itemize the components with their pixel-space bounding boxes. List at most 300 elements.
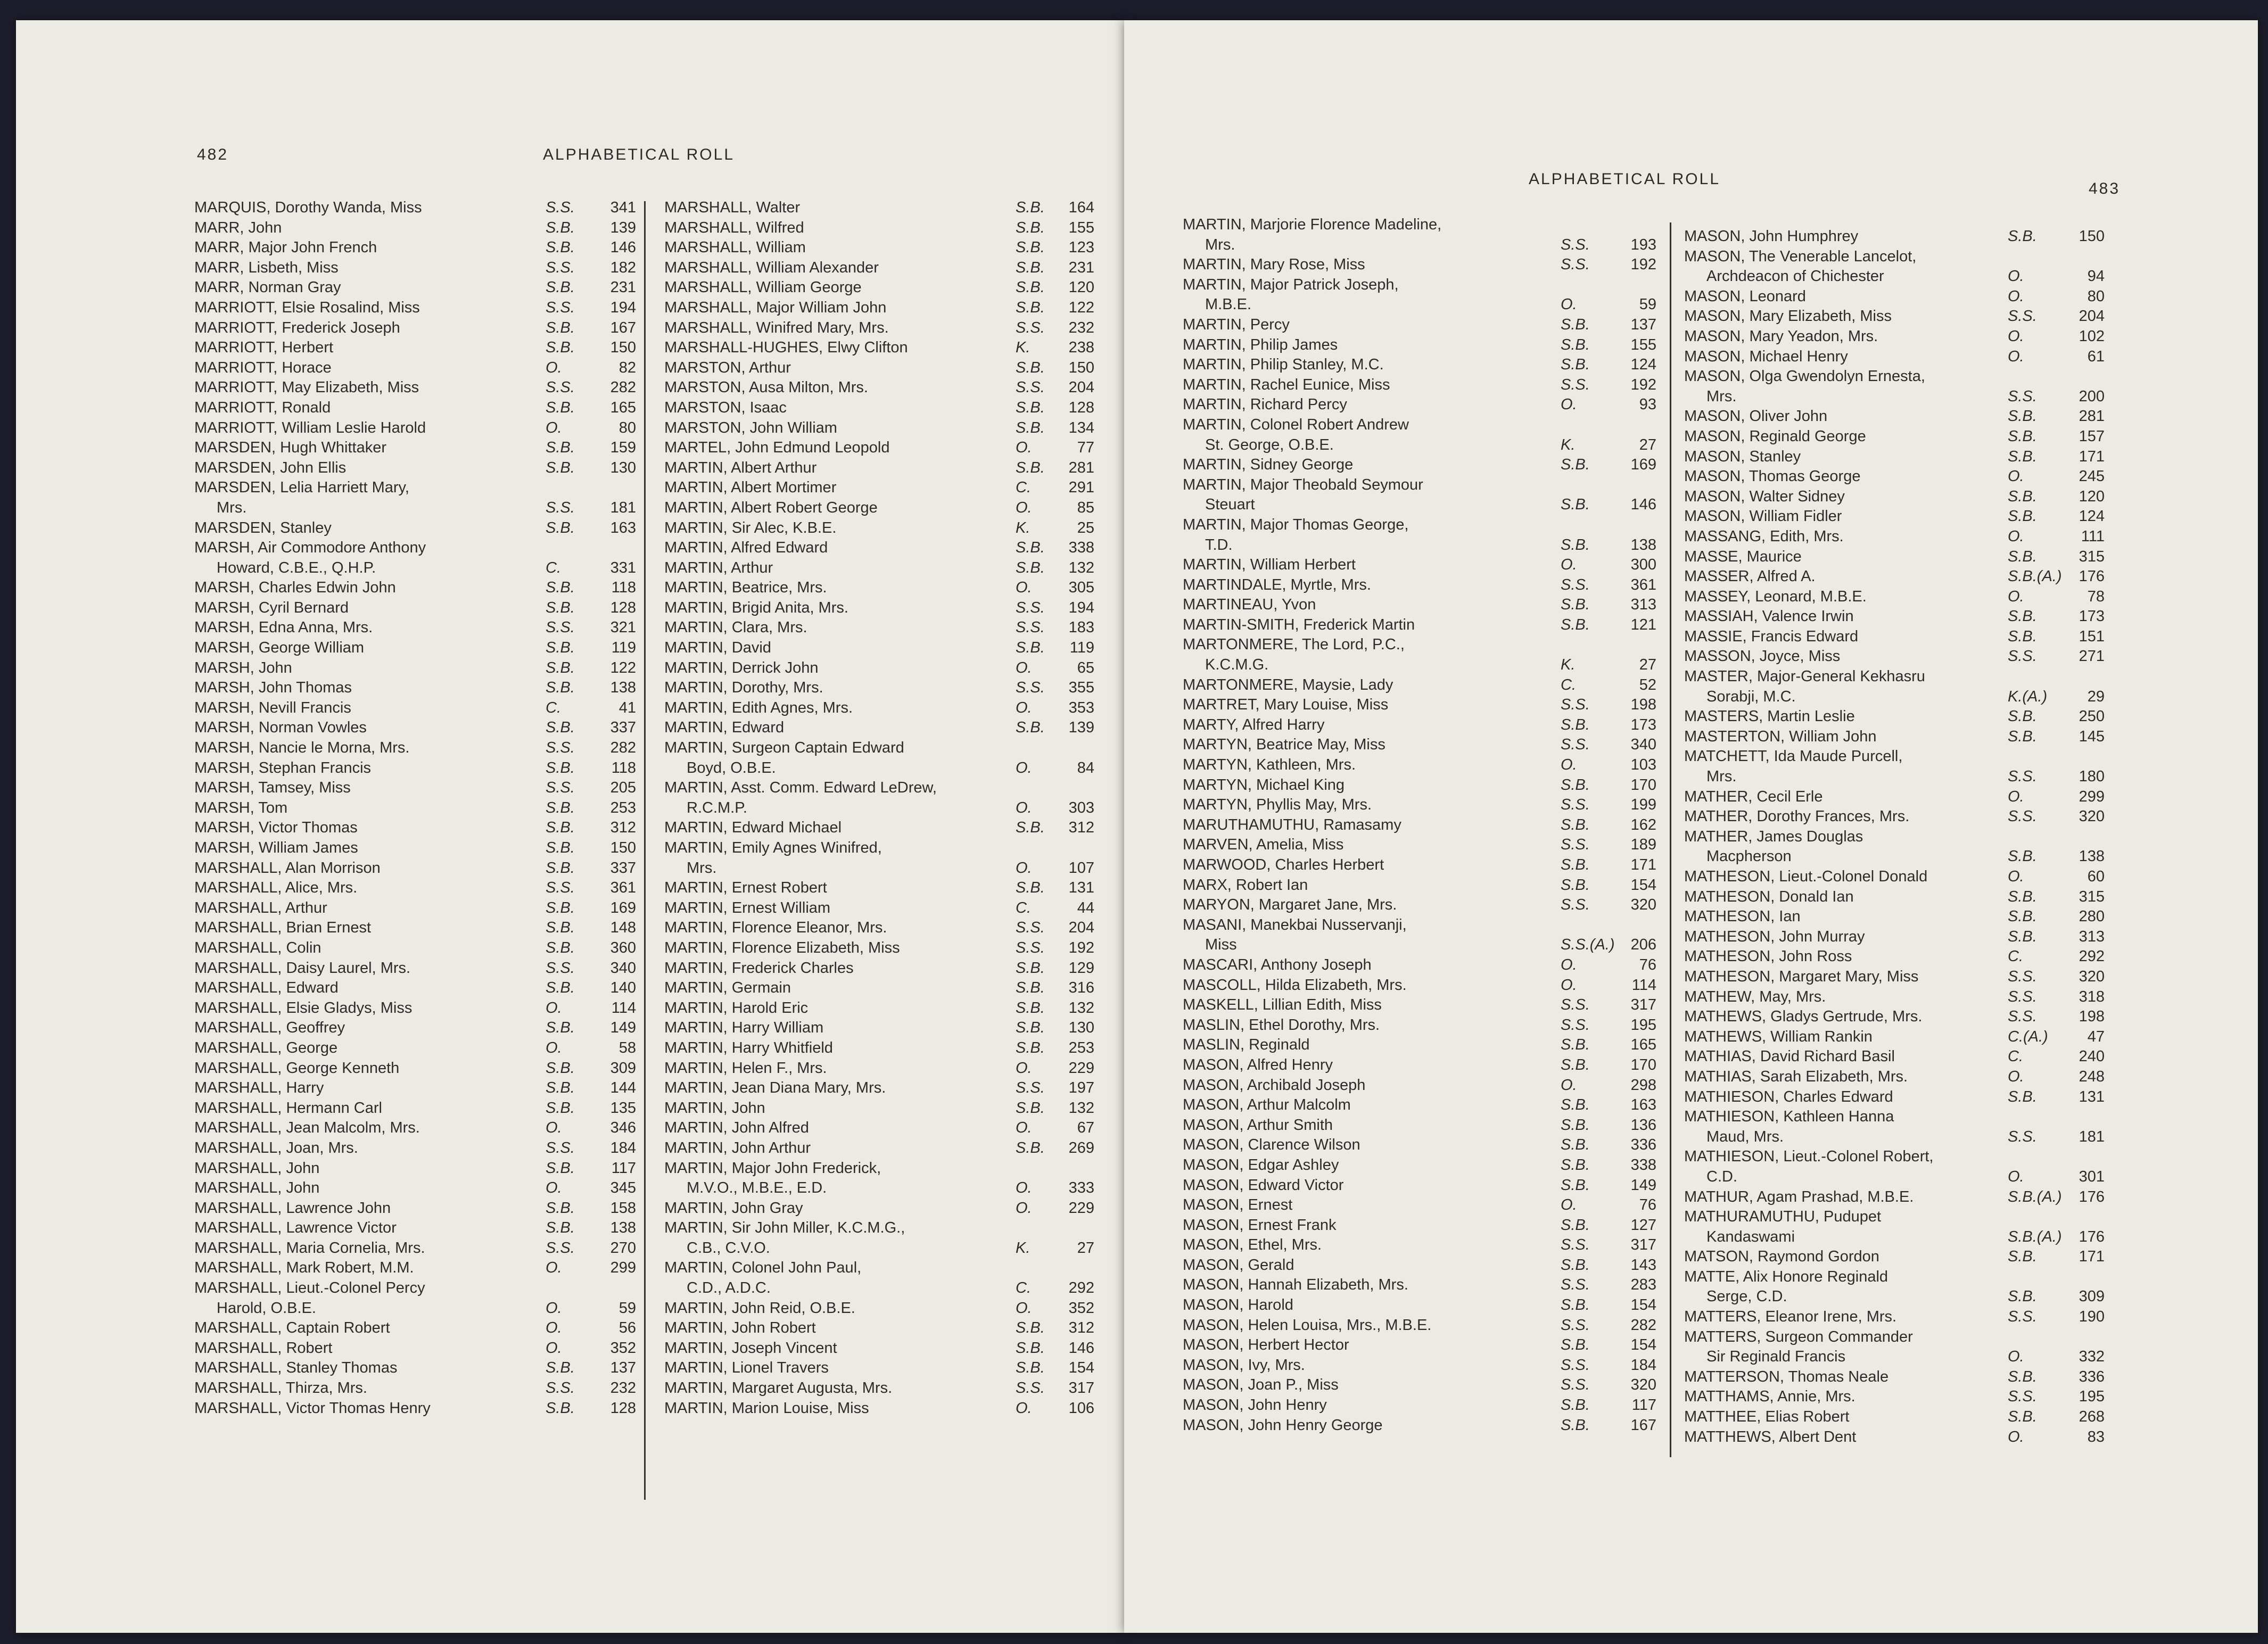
entry-division: S.S.: [1561, 696, 1590, 714]
entry-name: C.D., A.D.C.: [687, 1279, 771, 1297]
roll-entry-line: [1183, 476, 1662, 497]
entry-division: O.: [546, 1299, 562, 1317]
entry-name: MARTIN, John Robert: [664, 1319, 816, 1337]
roll-entry-line: [1183, 756, 1662, 776]
roll-entry-line: [1684, 1328, 2142, 1349]
entry-name: MARTIN, John Gray: [664, 1199, 803, 1217]
roll-entry-line: [194, 899, 647, 920]
roll-entry-line: [194, 1039, 647, 1060]
roll-entry-line: [664, 1359, 1094, 1379]
roll-entry-line: [1183, 376, 1662, 396]
entry-name: MARTIN, Florence Elizabeth, Miss: [664, 939, 900, 956]
roll-entry-line: [1183, 436, 1662, 457]
entry-division: S.B.: [1561, 856, 1590, 873]
entry-page-ref: 361: [1630, 576, 1656, 593]
entry-name: MARSDEN, Hugh Whittaker: [194, 439, 386, 457]
roll-entry-line: [664, 979, 1094, 999]
entry-page-ref: 184: [610, 1139, 636, 1156]
entry-name: MASSIE, Francis Edward: [1684, 627, 1859, 645]
entry-name: Howard, C.B.E., Q.H.P.: [217, 559, 376, 576]
entry-name: MARX, Robert Ian: [1183, 876, 1308, 894]
entry-page-ref: 128: [610, 1399, 636, 1417]
entry-name: MARSHALL, George: [194, 1039, 338, 1056]
entry-page-ref: 120: [1068, 279, 1094, 296]
entry-page-ref: 128: [610, 599, 636, 616]
roll-entry-line: [664, 1079, 1094, 1100]
entry-name: MARSHALL, Brian Ernest: [194, 919, 372, 937]
entry-division: S.B.: [2008, 1088, 2037, 1105]
entry-name: MARSTON, Ausa Milton, Mrs.: [664, 379, 868, 396]
roll-entry-line: [194, 779, 647, 799]
entry-division: S.B.: [2008, 408, 2037, 425]
entry-division: C.: [1561, 676, 1576, 693]
roll-entry-line: [1684, 1308, 2142, 1328]
roll-entry-line: [194, 1079, 647, 1100]
entry-division: S.S.: [2008, 648, 2037, 665]
entry-division: O.: [1016, 499, 1032, 516]
roll-entry-line: [194, 259, 647, 279]
entry-page-ref: 303: [1068, 799, 1094, 816]
entry-division: S.B.: [546, 979, 575, 997]
entry-name: MASON, Harold: [1183, 1296, 1293, 1314]
entry-name: MARSHALL, Lawrence John: [194, 1199, 391, 1217]
entry-division: S.B.: [1561, 776, 1590, 794]
entry-division: S.S.: [1561, 1016, 1590, 1034]
entry-name: MARSH, Charles Edwin John: [194, 579, 396, 597]
entry-division: C.: [1016, 1279, 1031, 1297]
entry-division: O.: [1016, 799, 1032, 816]
entry-name: Boyd, O.B.E.: [687, 759, 776, 776]
entry-division: S.B.: [1561, 1096, 1590, 1114]
entry-division: S.B.: [1016, 299, 1045, 316]
entry-name: Serge, C.D.: [1706, 1288, 1787, 1306]
entry-division: S.B.: [546, 939, 575, 956]
entry-name: MARTONMERE, The Lord, P.C.,: [1183, 636, 1405, 654]
roll-entry-line: [1183, 836, 1662, 856]
entry-page-ref: 336: [2079, 1368, 2105, 1385]
entry-name: MARTINEAU, Yvon: [1183, 596, 1316, 614]
roll-entry-line: [194, 359, 647, 379]
entry-name: MARTIN, Margaret Augusta, Mrs.: [664, 1379, 893, 1397]
entry-page-ref: 29: [2087, 688, 2105, 705]
entry-page-ref: 138: [610, 679, 636, 697]
entry-division: O.: [1016, 659, 1032, 676]
entry-page-ref: 76: [1639, 1196, 1656, 1214]
entry-division: S.B.: [546, 579, 575, 597]
entry-page-ref: 171: [1630, 856, 1656, 873]
entry-division: K.: [1016, 1239, 1030, 1257]
entry-page-ref: 192: [1068, 939, 1094, 956]
entry-name: MASON, Edward Victor: [1183, 1176, 1344, 1194]
roll-entry-line: [1684, 908, 2142, 928]
entry-division: S.B.: [2008, 627, 2037, 645]
entry-division: S.S.: [1016, 1379, 1045, 1397]
entry-division: S.B.: [546, 719, 575, 737]
roll-entry-line: [664, 279, 1094, 299]
entry-page-ref: 165: [610, 399, 636, 416]
entry-name: MARYON, Margaret Jane, Mrs.: [1183, 896, 1397, 914]
roll-entry-line: [664, 719, 1094, 739]
entry-name: MATHEWS, Gladys Gertrude, Mrs.: [1684, 1008, 1923, 1026]
entry-division: S.S.(A.): [1561, 936, 1615, 954]
entry-name: MASSER, Alfred A.: [1684, 568, 1816, 585]
entry-division: O.: [546, 359, 562, 376]
entry-page-ref: 150: [2079, 228, 2105, 245]
entry-name: Mrs.: [687, 859, 717, 877]
entry-division: S.B.: [2008, 1368, 2037, 1385]
roll-entry-line: [664, 819, 1094, 839]
roll-entry-line: [1183, 936, 1662, 956]
entry-page-ref: 157: [2079, 427, 2105, 445]
roll-column-2: [664, 199, 1094, 1419]
roll-entry-line: [1183, 216, 1662, 236]
entry-division: S.S.: [546, 259, 575, 276]
entry-division: S.S.: [2008, 808, 2037, 825]
entry-name: MARSH, Tom: [194, 799, 288, 816]
entry-page-ref: 346: [610, 1119, 636, 1137]
entry-page-ref: 340: [1630, 736, 1656, 754]
entry-page-ref: 195: [1630, 1016, 1656, 1034]
entry-page-ref: 292: [2079, 948, 2105, 965]
roll-entry-line: [1684, 508, 2142, 528]
roll-entry-line: [664, 579, 1094, 599]
entry-name: MARTIN, Richard Percy: [1183, 396, 1347, 414]
entry-page-ref: 124: [2079, 508, 2105, 525]
entry-division: S.B.: [546, 459, 575, 476]
left-page: [16, 20, 1124, 1633]
entry-page-ref: 82: [618, 359, 636, 376]
entry-page-ref: 27: [1639, 436, 1656, 453]
entry-division: S.B.: [546, 1079, 575, 1097]
entry-name: MARSHALL, Colin: [194, 939, 321, 956]
entry-page-ref: 65: [1077, 659, 1094, 676]
entry-division: O.: [546, 1179, 562, 1197]
entry-name: K.C.M.G.: [1205, 656, 1269, 674]
roll-entry-line: [1684, 588, 2142, 608]
entry-page-ref: 132: [1068, 1099, 1094, 1117]
roll-entry-line: [194, 1160, 647, 1180]
entry-page-ref: 309: [610, 1059, 636, 1077]
entry-name: MARTIN, Edith Agnes, Mrs.: [664, 699, 853, 716]
roll-entry-line: [1684, 1408, 2142, 1428]
entry-division: O.: [1016, 1299, 1032, 1317]
roll-entry-line: [664, 539, 1094, 559]
entry-page-ref: 183: [1068, 619, 1094, 637]
entry-page-ref: 80: [2087, 287, 2105, 305]
entry-division: S.B.: [1561, 816, 1590, 833]
entry-page-ref: 145: [2079, 728, 2105, 745]
entry-name: MASON, Herbert Hector: [1183, 1336, 1349, 1354]
entry-page-ref: 122: [1068, 299, 1094, 316]
roll-entry-line: [1684, 288, 2142, 308]
entry-division: S.B.: [1016, 359, 1045, 376]
entry-page-ref: 360: [610, 939, 636, 956]
entry-page-ref: 320: [1630, 896, 1656, 914]
entry-name: MATHIAS, David Richard Basil: [1684, 1048, 1895, 1065]
entry-name: MARTIN, John: [664, 1099, 765, 1117]
entry-name: MATHER, James Douglas: [1684, 828, 1863, 845]
roll-entry-line: [194, 1100, 647, 1120]
entry-division: O.: [2008, 1348, 2024, 1366]
entry-page-ref: 333: [1068, 1179, 1094, 1197]
entry-division: S.B.: [1561, 1116, 1590, 1134]
roll-entry-line: [1183, 616, 1662, 637]
entry-name: MARSH, Norman Vowles: [194, 719, 367, 737]
roll-entry-line: [1684, 348, 2142, 368]
entry-name: MARSDEN, Stanley: [194, 519, 332, 536]
entry-division: S.B.: [546, 679, 575, 697]
roll-entry-line: [664, 319, 1094, 340]
entry-division: S.S.: [1561, 256, 1590, 274]
roll-entry-line: [194, 1219, 647, 1240]
entry-division: K.: [1016, 339, 1030, 357]
roll-entry-line: [1183, 336, 1662, 357]
entry-name: Steuart: [1205, 496, 1255, 514]
entry-page-ref: 361: [610, 879, 636, 897]
entry-name: MARTONMERE, Maysie, Lady: [1183, 676, 1393, 693]
roll-entry-line: [1684, 1028, 2142, 1048]
entry-page-ref: 158: [610, 1199, 636, 1217]
entry-name: MATHIESON, Charles Edward: [1684, 1088, 1893, 1105]
roll-entry-line: [194, 699, 647, 720]
entry-division: O.: [1016, 1119, 1032, 1137]
entry-name: MASTERTON, William John: [1684, 728, 1877, 745]
entry-page-ref: 154: [1630, 876, 1656, 894]
entry-division: O.: [1016, 1179, 1032, 1197]
roll-entry-line: [194, 759, 647, 780]
entry-name: MARTINDALE, Myrtle, Mrs.: [1183, 576, 1371, 593]
entry-page-ref: 59: [1639, 296, 1656, 313]
roll-column-3: [1183, 216, 1662, 1436]
roll-entry-line: [194, 1200, 647, 1220]
entry-division: S.B.: [1016, 399, 1045, 416]
roll-entry-line: [1684, 328, 2142, 348]
entry-division: C.: [1016, 899, 1031, 916]
entry-page-ref: 173: [2079, 608, 2105, 625]
entry-name: MASON, Helen Louisa, Mrs., M.B.E.: [1183, 1316, 1432, 1334]
entry-page-ref: 253: [1068, 1039, 1094, 1056]
entry-page-ref: 118: [611, 579, 636, 597]
entry-page-ref: 93: [1639, 396, 1656, 414]
entry-name: MARSH, John: [194, 659, 292, 676]
entry-name: MARSHALL, Daisy Laurel, Mrs.: [194, 959, 411, 977]
entry-page-ref: 317: [1068, 1379, 1094, 1397]
entry-division: S.S.: [1561, 1316, 1590, 1334]
entry-name: MATHURAMUTHU, Pudupet: [1684, 1208, 1882, 1226]
entry-name: MARTYN, Phyllis May, Mrs.: [1183, 796, 1372, 814]
roll-entry-line: [194, 960, 647, 980]
entry-name: MARTYN, Michael King: [1183, 776, 1345, 794]
entry-division: S.B.: [1561, 336, 1590, 353]
roll-entry-line: [664, 359, 1094, 379]
entry-page-ref: 78: [2087, 588, 2105, 605]
entry-division: S.B.: [1561, 496, 1590, 514]
entry-name: MARR, Major John French: [194, 239, 377, 257]
roll-entry-line: [1183, 1196, 1662, 1217]
entry-division: S.B.: [1561, 616, 1590, 633]
entry-division: O.: [1561, 296, 1577, 313]
entry-name: MARTIN, Sir Alec, K.B.E.: [664, 519, 837, 536]
entry-name: MARTIN, Ernest William: [664, 899, 831, 916]
entry-division: S.B.: [1016, 819, 1045, 837]
roll-entry-line: [194, 499, 647, 519]
entry-division: S.B.: [1561, 1296, 1590, 1314]
entry-name: MASON, Alfred Henry: [1183, 1056, 1333, 1073]
entry-division: S.B.: [546, 639, 575, 657]
entry-name: MARTIN, Sir John Miller, K.C.M.G.,: [664, 1219, 905, 1237]
roll-entry-line: [1684, 808, 2142, 828]
roll-entry-line: [1183, 1077, 1662, 1097]
roll-entry-line: [664, 1239, 1094, 1260]
entry-division: O.: [1016, 1199, 1032, 1217]
roll-entry-line: [1183, 1257, 1662, 1277]
entry-name: MARSH, Nevill Francis: [194, 699, 351, 716]
entry-name: Mrs.: [1205, 236, 1235, 253]
entry-name: MARSHALL, John: [194, 1179, 320, 1197]
entry-page-ref: 151: [2079, 627, 2105, 645]
roll-entry-line: [1183, 656, 1662, 676]
entry-division: S.S.: [2008, 1388, 2037, 1406]
entry-page-ref: 195: [2079, 1388, 2105, 1406]
roll-entry-line: [1183, 316, 1662, 336]
entry-page-ref: 106: [1068, 1399, 1094, 1417]
entry-name: MASON, Leonard: [1684, 287, 1806, 305]
entry-name: Maud, Mrs.: [1706, 1128, 1784, 1145]
entry-page-ref: 124: [1630, 356, 1656, 374]
entry-name: MARTIN, Major Theobald Seymour: [1183, 476, 1423, 493]
entry-page-ref: 231: [610, 279, 636, 296]
entry-name: MASON, Ernest: [1183, 1196, 1293, 1214]
entry-name: MARRIOTT, William Leslie Harold: [194, 419, 426, 436]
entry-page-ref: 170: [1630, 776, 1656, 794]
entry-page-ref: 199: [1630, 796, 1656, 814]
entry-name: MATHIAS, Sarah Elizabeth, Mrs.: [1684, 1068, 1908, 1085]
entry-page-ref: 169: [610, 899, 636, 916]
roll-entry-line: [194, 299, 647, 319]
entry-name: MASON, John Humphrey: [1684, 228, 1859, 245]
entry-name: MARVEN, Amelia, Miss: [1183, 836, 1344, 854]
roll-entry-line: [664, 659, 1094, 680]
roll-entry-line: [1183, 456, 1662, 476]
entry-name: MARTRET, Mary Louise, Miss: [1183, 696, 1389, 714]
roll-entry-line: [194, 419, 647, 440]
roll-entry-line: [1684, 868, 2142, 888]
entry-page-ref: 176: [2079, 1228, 2105, 1245]
roll-entry-line: [664, 1199, 1094, 1220]
entry-division: S.B.: [1561, 1416, 1590, 1434]
roll-entry-line: [1684, 648, 2142, 668]
entry-page-ref: 182: [610, 259, 636, 276]
entry-page-ref: 338: [1068, 539, 1094, 557]
entry-name: MARTIN, Asst. Comm. Edward LeDrew,: [664, 779, 937, 797]
entry-page-ref: 301: [2079, 1168, 2105, 1185]
roll-entry-line: [1183, 916, 1662, 937]
roll-entry-line: [1684, 308, 2142, 328]
entry-division: S.B.: [1016, 219, 1045, 236]
entry-page-ref: 176: [2079, 568, 2105, 585]
entry-name: MARSHALL-HUGHES, Elwy Clifton: [664, 339, 908, 357]
entry-name: MARTIN, Philip James: [1183, 336, 1338, 353]
roll-entry-line: [194, 1359, 647, 1379]
entry-page-ref: 205: [610, 779, 636, 797]
entry-division: S.S.: [1561, 1276, 1590, 1294]
entry-name: MATSON, Raymond Gordon: [1684, 1248, 1879, 1266]
entry-name: MARSHALL, Lawrence Victor: [194, 1219, 397, 1237]
entry-division: S.B.: [546, 859, 575, 877]
entry-name: MARSHALL, William: [664, 239, 806, 257]
entry-division: S.B.: [2008, 1288, 2037, 1306]
entry-page-ref: 60: [2087, 868, 2105, 885]
entry-division: O.: [2008, 327, 2024, 345]
entry-page-ref: 204: [1068, 379, 1094, 396]
roll-entry-line: [664, 1379, 1094, 1400]
entry-division: O.: [546, 1119, 562, 1137]
entry-division: O.: [1561, 396, 1577, 414]
entry-page-ref: 338: [1630, 1156, 1656, 1174]
entry-division: O.: [546, 419, 562, 436]
roll-entry-line: [194, 799, 647, 820]
roll-entry-line: [664, 639, 1094, 659]
entry-division: S.S.: [546, 619, 575, 637]
entry-page-ref: 320: [2079, 968, 2105, 985]
roll-column-1: [194, 199, 647, 1419]
entry-page-ref: 56: [618, 1319, 636, 1337]
entry-name: MASON, Arthur Malcolm: [1183, 1096, 1351, 1114]
roll-entry-line: [194, 919, 647, 939]
roll-entry-line: [194, 519, 647, 540]
entry-name: MATHESON, Lieut.-Colonel Donald: [1684, 868, 1928, 885]
roll-entry-line: [1183, 356, 1662, 376]
entry-division: C.: [2008, 1048, 2023, 1065]
entry-page-ref: 229: [1068, 1059, 1094, 1077]
entry-name: MASON, Gerald: [1183, 1256, 1294, 1274]
entry-division: O.: [1016, 859, 1032, 877]
entry-name: MARR, John: [194, 219, 282, 236]
entry-name: MATHESON, John Ross: [1684, 948, 1852, 965]
roll-entry-line: [1183, 236, 1662, 257]
entry-page-ref: 128: [1068, 399, 1094, 416]
column-divider: [1670, 222, 1671, 1457]
roll-entry-line: [664, 199, 1094, 219]
entry-page-ref: 154: [1068, 1359, 1094, 1377]
entry-division: S.S.: [2008, 988, 2037, 1005]
entry-name: MARTIN, Beatrice, Mrs.: [664, 579, 827, 597]
entry-division: O.: [1561, 956, 1577, 973]
roll-entry-line: [194, 939, 647, 960]
entry-name: MASON, Mary Yeadon, Mrs.: [1684, 327, 1878, 345]
entry-name: MASSEY, Leonard, M.B.E.: [1684, 588, 1867, 605]
entry-page-ref: 320: [1630, 1376, 1656, 1394]
entry-page-ref: 139: [1068, 719, 1094, 737]
entry-division: S.B.: [1561, 1256, 1590, 1274]
entry-page-ref: 154: [1630, 1296, 1656, 1314]
entry-division: O.: [546, 999, 562, 1017]
entry-division: O.: [546, 1259, 562, 1277]
entry-page-ref: 47: [2087, 1028, 2105, 1045]
entry-name: MARTIN, Marjorie Florence Madeline,: [1183, 216, 1442, 233]
roll-entry-line: [194, 719, 647, 739]
entry-name: MARSHALL, Arthur: [194, 899, 327, 916]
entry-division: S.B.: [1016, 879, 1045, 897]
roll-entry-line: [194, 1400, 647, 1420]
roll-entry-line: [194, 579, 647, 599]
roll-entry-line: [194, 1019, 647, 1039]
entry-division: S.B.: [546, 1399, 575, 1417]
roll-entry-line: [1684, 448, 2142, 468]
entry-page-ref: 164: [1068, 199, 1094, 216]
entry-page-ref: 198: [2079, 1008, 2105, 1026]
entry-division: S.S.: [1016, 679, 1045, 697]
